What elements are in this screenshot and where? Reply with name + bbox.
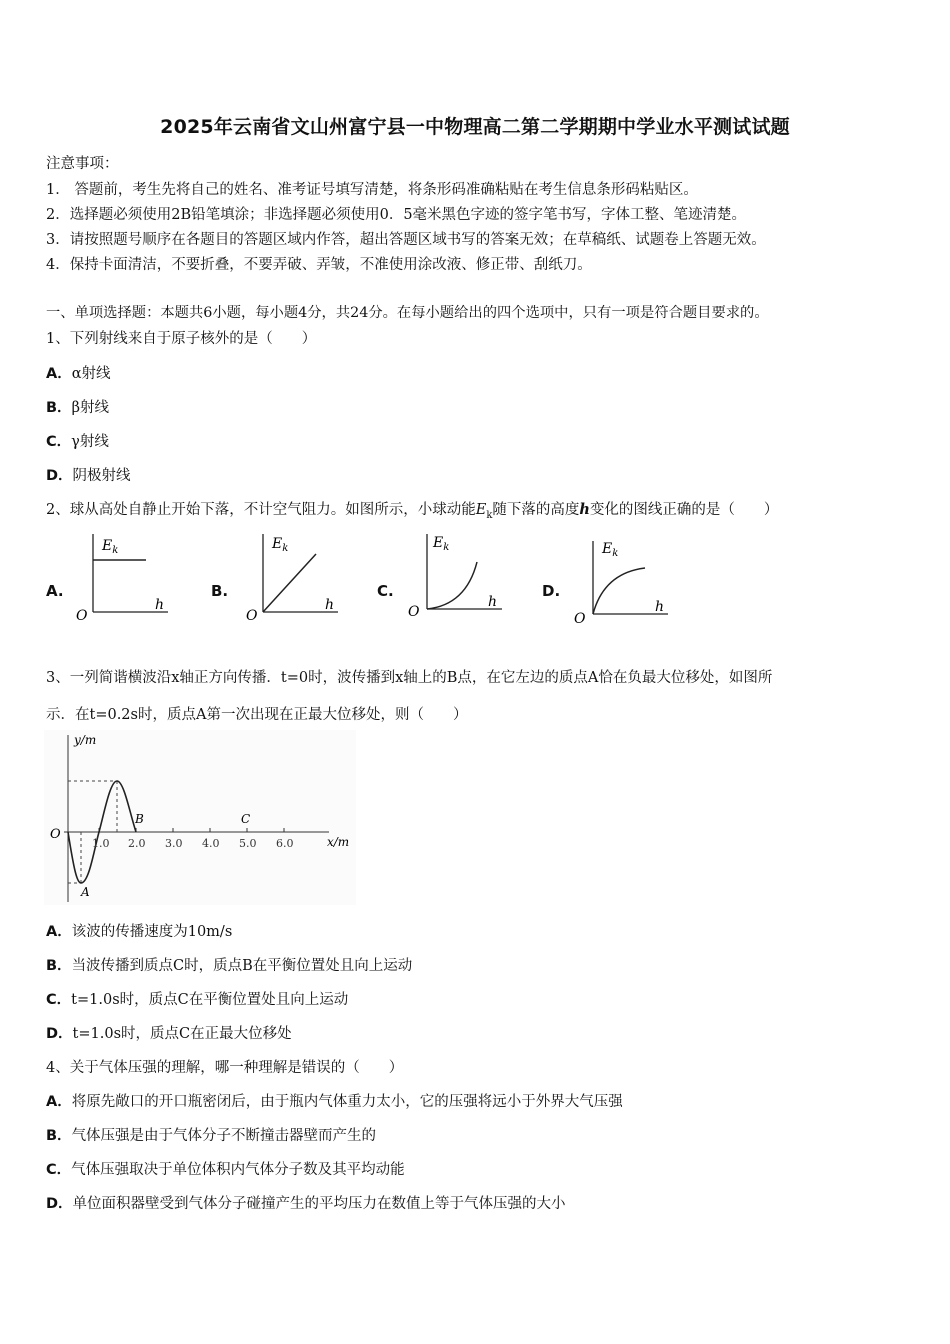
option-letter: D． xyxy=(46,1196,73,1212)
option-text: t=1.0s时，质点C在平衡位置处且向上运动 xyxy=(71,992,349,1008)
origin-label: O xyxy=(76,608,88,624)
question-2-stem xyxy=(46,498,778,521)
tick-label: 2.0 xyxy=(128,837,146,850)
notice-item: 3．请按照题号顺序在各题目的答题区域内作答，超出答题区域书写的答案无效；在草稿纸、试题卷上答题无效。 xyxy=(46,232,766,248)
option-text: 当波传播到质点C时，质点B在平衡位置处且向上运动 xyxy=(71,958,413,974)
y-axis-label: $E_k$ xyxy=(433,535,450,553)
option-letter: B． xyxy=(46,1128,72,1144)
curve-concave-up xyxy=(427,562,477,609)
notice-item: 2．选择题必须使用2B铅笔填涂；非选择题必须使用0．5毫米黑色字迹的签字笔书写，字体工整、笔迹清楚。 xyxy=(46,207,747,223)
option-text: 将原先敞口的开口瓶密闭后，由于瓶内气体重力太小，它的压强将远小于外界大气压强 xyxy=(71,1094,623,1110)
question-4-option-a xyxy=(46,1090,623,1111)
option-text: α射线 xyxy=(71,366,111,382)
notice-item: 4．保持卡面清洁，不要折叠，不要弄破、弄皱，不准使用涂改液、修正带、刮纸刀。 xyxy=(46,257,592,273)
graph-c xyxy=(404,530,504,625)
option-letter: D． xyxy=(46,1026,73,1042)
option-text: 单位面积器壁受到气体分子碰撞产生的平均压力在数值上等于气体压强的大小 xyxy=(72,1196,566,1212)
question-1-stem: 1、下列射线来自于原子核外的是（ ） xyxy=(46,331,317,347)
option-text: t=1.0s时，质点C在正最大位移处 xyxy=(72,1026,292,1042)
graph-d xyxy=(570,535,670,630)
y-axis-label: y/m xyxy=(74,733,97,747)
graph-c-label: C. xyxy=(377,582,394,600)
question-4-option-d xyxy=(46,1192,566,1213)
point-a-label: A xyxy=(81,885,90,899)
point-c-label: C xyxy=(241,812,251,826)
x-axis-label: x/m xyxy=(327,835,350,849)
option-letter: A． xyxy=(46,924,72,940)
question-3-stem-line1: 3、一列简谐横波沿x轴正方向传播．t=0时，波传播到x轴上的B点，在它左边的质点A恰在负最大位移处，如图所 xyxy=(46,670,773,686)
tick-label: 5.0 xyxy=(239,837,257,850)
option-letter: C． xyxy=(46,434,72,450)
section-heading: 一、单项选择题：本题共6小题，每小题4分，共24分。在每小题给出的四个选项中，只有一项是符合题目要求的。 xyxy=(46,305,769,321)
question-3-stem-line2: 示．在t=0.2s时，质点A第一次出现在正最大位移处，则（ ） xyxy=(46,707,468,723)
ek-subscript: k xyxy=(486,509,493,521)
option-letter: C． xyxy=(46,1162,72,1178)
question-4-stem: 4、关于气体压强的理解，哪一种理解是错误的（ ） xyxy=(46,1060,404,1076)
option-text: 阴极射线 xyxy=(72,468,131,484)
option-letter: A． xyxy=(46,1094,72,1110)
graph-a xyxy=(70,530,170,625)
y-axis-label: $E_k$ xyxy=(602,541,619,559)
stem-part: 随下落的高度 xyxy=(492,502,580,518)
question-1-option-b xyxy=(46,396,109,417)
question-4-option-c xyxy=(46,1158,405,1179)
option-text: γ射线 xyxy=(71,434,109,450)
question-3-option-d xyxy=(46,1022,292,1043)
graph-a-label: A. xyxy=(46,582,64,600)
x-axis-label: h xyxy=(325,597,335,613)
page-title: 2025年云南省文山州富宁县一中物理高二第二学期期中学业水平测试试题 xyxy=(160,116,790,138)
h-symbol: h xyxy=(579,501,590,518)
figure-background xyxy=(44,730,356,905)
question-4-option-b xyxy=(46,1124,376,1145)
option-letter: A． xyxy=(46,366,72,382)
question-3-option-a xyxy=(46,920,232,941)
notice-heading: 注意事项： xyxy=(46,156,119,172)
option-letter: D． xyxy=(46,468,73,484)
option-text: 气体压强是由于气体分子不断撞击器壁而产生的 xyxy=(71,1128,377,1144)
graph-b-label: B. xyxy=(211,582,229,600)
question-3-option-c xyxy=(46,988,348,1009)
origin-label: O xyxy=(408,604,420,620)
tick-label: 1.0 xyxy=(92,837,110,850)
origin-label: O xyxy=(574,611,586,627)
tick-label: 3.0 xyxy=(165,837,183,850)
notice-item: 1． 答题前，考生先将自己的姓名、准考证号填写清楚，将条形码准确粘贴在考生信息条形码粘贴区。 xyxy=(46,182,698,198)
curve-linear xyxy=(263,554,316,612)
wave-figure xyxy=(44,730,356,905)
stem-part: 2、球从高处自静止开始下落，不计空气阻力。如图所示，小球动能 xyxy=(46,502,476,518)
option-letter: B． xyxy=(46,400,72,416)
tick-label: 4.0 xyxy=(202,837,220,850)
option-text: β射线 xyxy=(71,400,109,416)
x-axis-label: h xyxy=(655,599,665,615)
option-text: 气体压强取决于单位体积内气体分子数及其平均动能 xyxy=(71,1162,405,1178)
graph-d-label: D. xyxy=(542,582,561,600)
x-axis-label: h xyxy=(155,597,165,613)
stem-part: 变化的图线正确的是（ ） xyxy=(589,502,779,518)
y-axis-label: $E_k$ xyxy=(272,536,289,554)
question-1-option-a xyxy=(46,362,111,383)
option-letter: B． xyxy=(46,958,72,974)
question-3-option-b xyxy=(46,954,412,975)
tick-label: 6.0 xyxy=(276,837,294,850)
curve-concave-down xyxy=(593,568,645,614)
question-1-option-c xyxy=(46,430,109,451)
question-1-option-d xyxy=(46,464,131,485)
option-text: 该波的传播速度为10m/s xyxy=(71,924,233,940)
x-axis-label: h xyxy=(488,594,498,610)
ek-symbol: E xyxy=(475,502,487,518)
y-axis-label: $E_k$ xyxy=(102,538,119,556)
graph-b xyxy=(240,530,340,625)
point-b-label: B xyxy=(135,812,144,826)
origin-label: O xyxy=(246,608,258,624)
origin-label: O xyxy=(50,827,61,842)
option-letter: C． xyxy=(46,992,72,1008)
